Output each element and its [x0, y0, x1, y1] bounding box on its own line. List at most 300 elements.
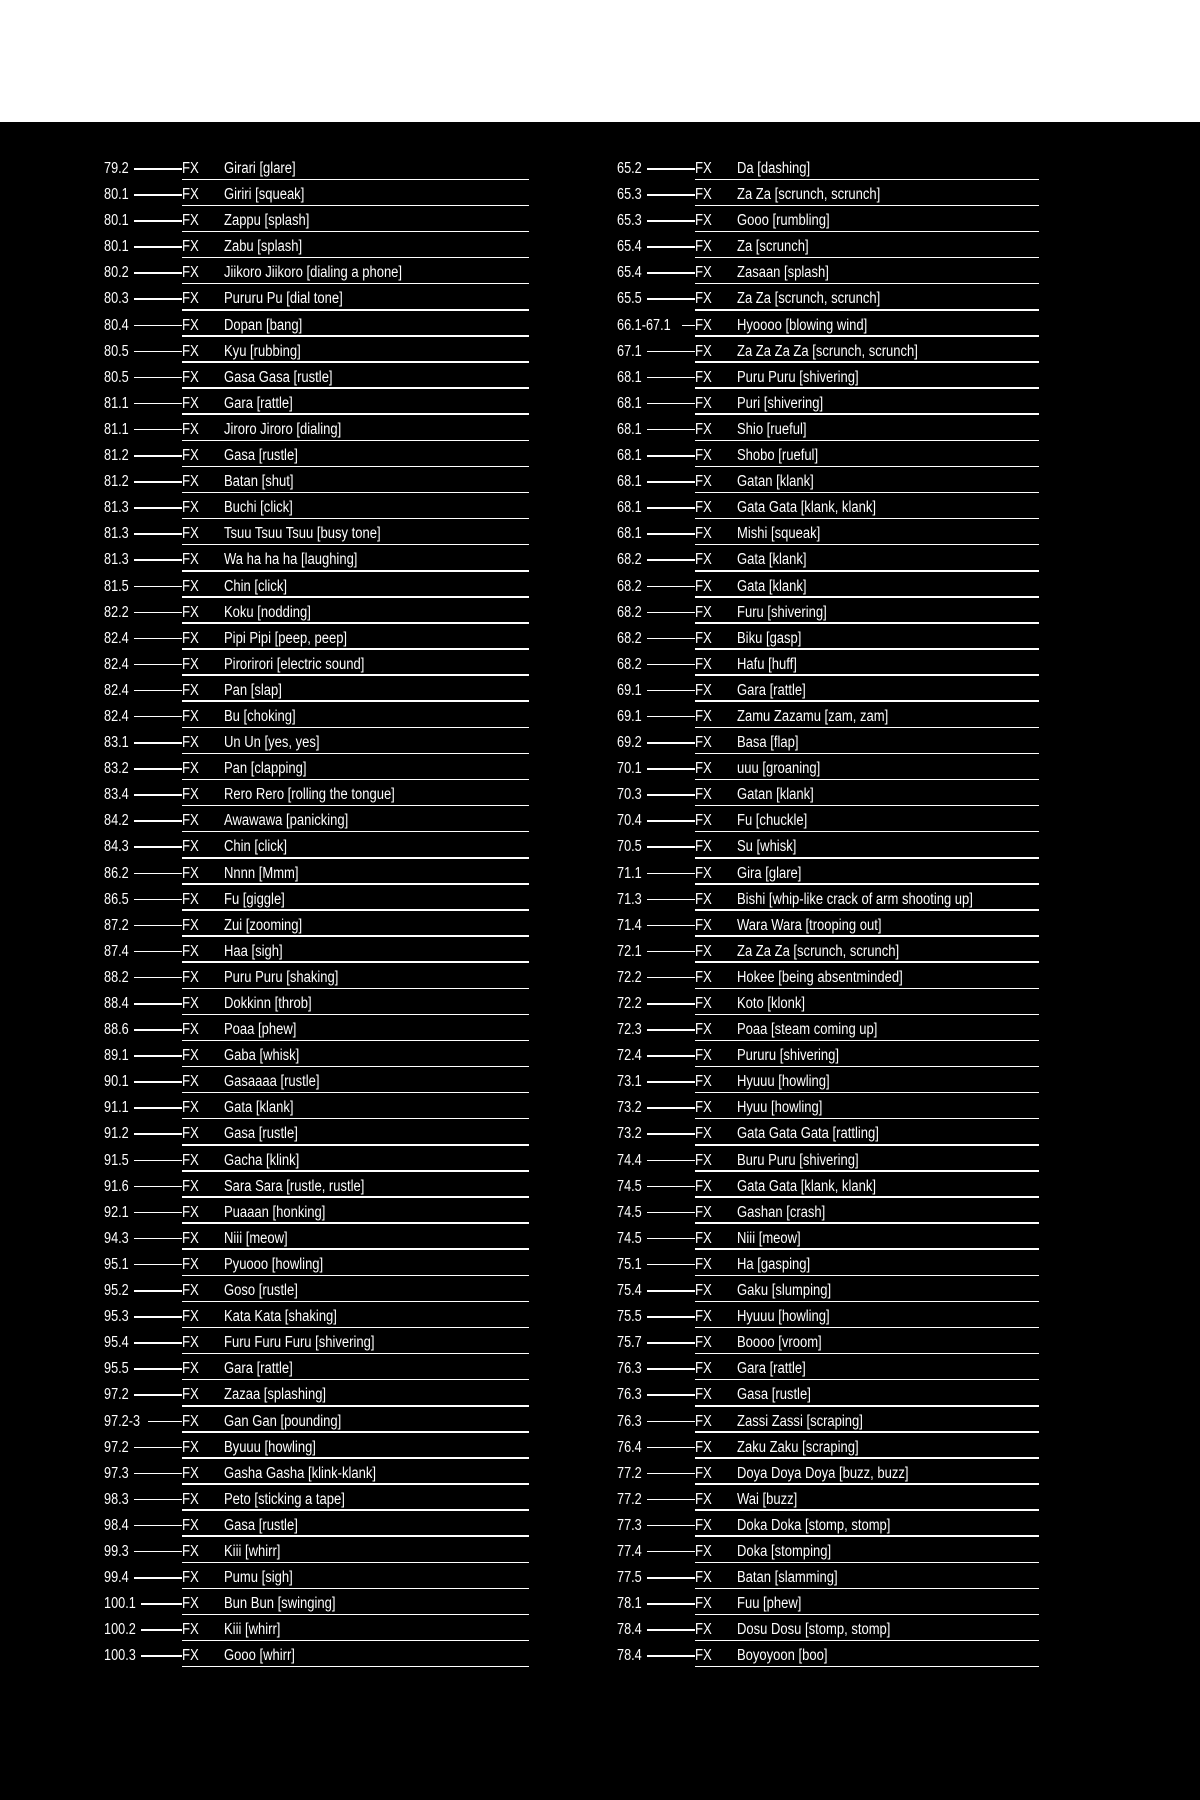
leader-line	[134, 1081, 182, 1083]
fx-translation: Fu [chuckle]	[737, 812, 808, 830]
leader-line	[647, 1551, 695, 1553]
page-reference: 78.4	[617, 1621, 642, 1639]
fx-label: FX	[695, 160, 712, 177]
fx-translation: Nnnn [Mmm]	[224, 864, 299, 882]
fx-translation: Doka Doka [stomp, stomp]	[737, 1516, 891, 1534]
leader-line	[134, 1029, 182, 1031]
fx-entry	[104, 939, 529, 965]
page-reference: 86.2	[104, 864, 129, 882]
fx-entry	[104, 913, 529, 939]
leader-line	[134, 716, 182, 718]
fx-entry	[617, 234, 1039, 260]
page-reference: 99.4	[104, 1569, 129, 1587]
page-reference: 90.1	[104, 1073, 129, 1091]
page-reference: 72.4	[617, 1047, 642, 1065]
fx-label: FX	[182, 342, 199, 360]
fx-translation: Bu [choking]	[224, 707, 296, 725]
fx-entry	[617, 391, 1039, 417]
fx-label: FX	[695, 629, 712, 647]
fx-translation: Batan [shut]	[224, 473, 294, 491]
fx-translation: Pururu [shivering]	[737, 1047, 840, 1065]
page-reference: 68.2	[617, 629, 642, 647]
fx-label: FX	[182, 1412, 199, 1430]
fx-translation: Gaba [whisk]	[224, 1047, 300, 1065]
page-reference: 74.5	[617, 1177, 642, 1195]
fx-translation: Puri [shivering]	[737, 394, 824, 412]
fx-translation: Niii [meow]	[737, 1229, 801, 1247]
fx-translation: Puaaan [honking]	[224, 1203, 326, 1221]
fx-entry	[617, 652, 1039, 678]
page-reference: 68.1	[617, 447, 642, 465]
fx-entry	[104, 782, 529, 808]
fx-entry	[617, 547, 1039, 573]
leader-line	[647, 194, 695, 196]
fx-translation: Dokkinn [throb]	[224, 995, 312, 1012]
fx-label: FX	[695, 995, 712, 1012]
fx-translation: Doya Doya Doya [buzz, buzz]	[737, 1464, 909, 1482]
fx-entry	[617, 1304, 1039, 1330]
fx-label: FX	[695, 1438, 712, 1456]
page-reference: 80.5	[104, 342, 129, 360]
fx-translation: Gan Gan [pounding]	[224, 1412, 342, 1430]
fx-entry	[617, 1121, 1039, 1147]
page-reference: 71.3	[617, 890, 642, 908]
page-reference: 81.3	[104, 525, 129, 543]
page-reference: 65.3	[617, 186, 642, 204]
leader-line	[647, 1133, 695, 1135]
fx-translation: Gacha [klink]	[224, 1151, 300, 1169]
page-reference: 72.2	[617, 968, 642, 986]
fx-entry	[104, 1252, 529, 1278]
fx-label: FX	[182, 681, 199, 699]
page-reference: 76.4	[617, 1438, 642, 1456]
fx-translation: Bun Bun [swinging]	[224, 1595, 336, 1613]
page-reference: 65.4	[617, 264, 642, 282]
fx-label: FX	[695, 447, 712, 465]
fx-entry	[617, 495, 1039, 521]
leader-line	[647, 1655, 695, 1657]
fx-label: FX	[182, 525, 199, 543]
leader-line	[141, 1603, 182, 1605]
fx-label: FX	[695, 1308, 712, 1326]
leader-line	[134, 559, 182, 561]
fx-entry	[104, 365, 529, 391]
fx-entry	[104, 756, 529, 782]
leader-line	[682, 325, 695, 327]
page-reference: 67.1	[617, 342, 642, 360]
fx-entry	[104, 547, 529, 573]
fx-label: FX	[182, 1542, 199, 1560]
fx-label: FX	[182, 1360, 199, 1378]
leader-line	[134, 246, 182, 248]
leader-line	[647, 507, 695, 509]
fx-entry	[617, 1226, 1039, 1252]
fx-translation: Tsuu Tsuu Tsuu [busy tone]	[224, 525, 381, 543]
fx-label: FX	[695, 577, 712, 595]
fx-label: FX	[182, 394, 199, 412]
fx-label: FX	[182, 942, 199, 960]
fx-label: FX	[695, 916, 712, 934]
page-reference: 65.5	[617, 290, 642, 308]
fx-entry	[104, 1148, 529, 1174]
page-reference: 98.4	[104, 1516, 129, 1534]
fx-label: FX	[695, 1229, 712, 1247]
fx-label: FX	[695, 1647, 712, 1665]
leader-line	[134, 1055, 182, 1057]
fx-entry	[617, 834, 1039, 860]
fx-translation: Gasha Gasha [klink-klank]	[224, 1464, 376, 1482]
page-reference: 80.1	[104, 238, 129, 256]
page-reference: 99.3	[104, 1542, 129, 1560]
fx-entry	[617, 208, 1039, 234]
page-reference: 87.2	[104, 916, 129, 934]
page-reference: 88.4	[104, 995, 129, 1012]
page-reference: 97.3	[104, 1464, 129, 1482]
fx-label: FX	[695, 681, 712, 699]
leader-line	[134, 220, 182, 222]
fx-entry	[104, 234, 529, 260]
page-reference: 68.1	[617, 368, 642, 386]
page-reference: 92.1	[104, 1203, 129, 1221]
fx-label: FX	[695, 1255, 712, 1273]
fx-entry	[617, 156, 1039, 182]
leader-line	[134, 455, 182, 457]
leader-line	[134, 690, 182, 692]
page-reference: 95.5	[104, 1360, 129, 1378]
leader-line	[647, 846, 695, 848]
page-reference: 68.2	[617, 603, 642, 621]
page-reference: 71.1	[617, 864, 642, 882]
fx-entry	[617, 521, 1039, 547]
leader-line	[647, 298, 695, 300]
leader-line	[134, 820, 182, 822]
leader-line	[647, 377, 695, 379]
fx-translation: Za [scrunch]	[737, 238, 809, 256]
page-reference: 70.1	[617, 760, 642, 778]
fx-translation: Batan [slamming]	[737, 1569, 838, 1587]
leader-line	[134, 846, 182, 848]
fx-translation: Sara Sara [rustle, rustle]	[224, 1177, 365, 1195]
leader-line	[647, 1055, 695, 1057]
leader-line	[647, 586, 695, 588]
leader-line	[134, 533, 182, 535]
page-reference: 84.3	[104, 838, 129, 856]
fx-label: FX	[182, 1647, 199, 1665]
fx-entry	[104, 1539, 529, 1565]
fx-label: FX	[182, 1595, 199, 1613]
fx-translation: Zappu [splash]	[224, 212, 310, 230]
fx-entry	[617, 600, 1039, 626]
fx-label: FX	[182, 316, 199, 334]
leader-line	[134, 742, 182, 744]
fx-translation: Gasa [rustle]	[224, 447, 298, 465]
fx-label: FX	[695, 342, 712, 360]
fx-translation: Fu [giggle]	[224, 890, 285, 908]
leader-line	[647, 1081, 695, 1083]
fx-translation: Wara Wara [trooping out]	[737, 916, 882, 934]
page-reference: 77.5	[617, 1569, 642, 1587]
fx-label: FX	[695, 1542, 712, 1560]
leader-line	[134, 1003, 182, 1005]
fx-label: FX	[182, 916, 199, 934]
leader-line	[647, 1212, 695, 1214]
fx-translation: Kyu [rubbing]	[224, 342, 301, 360]
fx-label: FX	[695, 1464, 712, 1482]
leader-line	[647, 351, 695, 353]
page-reference: 91.6	[104, 1177, 129, 1195]
leader-line	[134, 899, 182, 901]
fx-entry	[617, 1200, 1039, 1226]
page-reference: 73.2	[617, 1099, 642, 1117]
fx-entry	[104, 887, 529, 913]
fx-translation: Za Za [scrunch, scrunch]	[737, 290, 881, 308]
fx-entry	[617, 1382, 1039, 1408]
leader-line	[134, 612, 182, 614]
fx-entry	[104, 626, 529, 652]
fx-translation: Gooo [rumbling]	[737, 212, 830, 230]
fx-entry	[617, 286, 1039, 312]
fx-translation: Gata Gata Gata [rattling]	[737, 1125, 879, 1143]
leader-line	[647, 1603, 695, 1605]
fx-entry	[104, 1278, 529, 1304]
leader-line	[134, 1394, 182, 1396]
page-reference: 82.4	[104, 707, 129, 725]
fx-entry	[617, 991, 1039, 1017]
fx-label: FX	[695, 603, 712, 621]
leader-line	[647, 1342, 695, 1344]
fx-translation: Gata [klank]	[737, 577, 807, 595]
leader-line	[134, 1160, 182, 1162]
leader-line	[647, 559, 695, 561]
fx-entry	[104, 1200, 529, 1226]
fx-translation: Da [dashing]	[737, 160, 811, 177]
page-reference: 72.3	[617, 1021, 642, 1039]
fx-label: FX	[695, 1203, 712, 1221]
fx-label: FX	[182, 1621, 199, 1639]
fx-translation: Gatan [klank]	[737, 786, 814, 804]
page-reference: 89.1	[104, 1047, 129, 1065]
leader-line	[134, 1212, 182, 1214]
leader-line	[647, 429, 695, 431]
fx-entry	[104, 260, 529, 286]
fx-translation: Gaku [slumping]	[737, 1282, 832, 1300]
fx-entry	[104, 1382, 529, 1408]
leader-line	[134, 1186, 182, 1188]
fx-translation: Un Un [yes, yes]	[224, 734, 320, 752]
page-reference: 73.1	[617, 1073, 642, 1091]
page-reference: 95.4	[104, 1334, 129, 1352]
leader-line	[647, 246, 695, 248]
fx-translation: Buchi [click]	[224, 499, 293, 517]
fx-translation: Haa [sigh]	[224, 942, 283, 960]
fx-translation: Hafu [huff]	[737, 655, 797, 673]
fx-label: FX	[695, 942, 712, 960]
fx-label: FX	[182, 995, 199, 1012]
leader-line	[134, 1473, 182, 1475]
page-reference: 75.1	[617, 1255, 642, 1273]
leader-line	[148, 1421, 182, 1423]
leader-line	[134, 429, 182, 431]
fx-translation: Boooo [vroom]	[737, 1334, 822, 1352]
fx-entry	[104, 652, 529, 678]
page-reference: 70.4	[617, 812, 642, 830]
page-reference: 66.1-67.1	[617, 316, 671, 334]
page-reference: 82.4	[104, 681, 129, 699]
leader-line	[134, 377, 182, 379]
fx-label: FX	[695, 394, 712, 412]
fx-translation: Hyuu [howling]	[737, 1099, 823, 1117]
leader-line	[647, 664, 695, 666]
fx-translation: Zasaan [splash]	[737, 264, 829, 282]
leader-line	[647, 820, 695, 822]
leader-line	[134, 168, 182, 170]
fx-entry	[104, 1095, 529, 1121]
leader-line	[647, 1499, 695, 1501]
fx-label: FX	[695, 238, 712, 256]
fx-translation: Pumu [sigh]	[224, 1569, 293, 1587]
leader-line	[134, 351, 182, 353]
page-reference: 75.4	[617, 1282, 642, 1300]
leader-line	[647, 1421, 695, 1423]
fx-label: FX	[695, 1073, 712, 1091]
fx-translation: Zui [zooming]	[224, 916, 303, 934]
fx-label: FX	[182, 1151, 199, 1169]
leader-line	[647, 977, 695, 979]
fx-label: FX	[695, 734, 712, 752]
fx-entry	[617, 730, 1039, 756]
fx-translation: Kiii [whirr]	[224, 1542, 281, 1560]
fx-entry	[617, 1278, 1039, 1304]
fx-label: FX	[695, 1569, 712, 1587]
page-reference: 76.3	[617, 1412, 642, 1430]
fx-translation: Jiroro Jiroro [dialing]	[224, 420, 342, 438]
fx-label: FX	[695, 890, 712, 908]
leader-line	[134, 1577, 182, 1579]
fx-entry	[617, 1643, 1039, 1669]
page-reference: 81.2	[104, 447, 129, 465]
fx-label: FX	[182, 1047, 199, 1065]
page-reference: 77.2	[617, 1464, 642, 1482]
leader-line	[141, 1629, 182, 1631]
fx-entry	[104, 1043, 529, 1069]
fx-entry	[104, 965, 529, 991]
leader-line	[141, 1655, 182, 1657]
leader-line	[647, 1003, 695, 1005]
page-reference: 73.2	[617, 1125, 642, 1143]
fx-translation: Basa [flap]	[737, 734, 799, 752]
leader-line	[134, 1290, 182, 1292]
fx-entry	[617, 965, 1039, 991]
leader-line	[647, 403, 695, 405]
fx-entry	[104, 1069, 529, 1095]
page-reference: 72.2	[617, 995, 642, 1012]
page-reference: 65.4	[617, 238, 642, 256]
fx-label: FX	[182, 186, 199, 204]
page-reference: 100.3	[104, 1647, 136, 1665]
fx-translation: Gasaaaa [rustle]	[224, 1073, 320, 1091]
fx-translation: Gara [rattle]	[737, 681, 806, 699]
fx-translation: Gata [klank]	[737, 551, 807, 569]
fx-entry	[617, 182, 1039, 208]
page-reference: 69.2	[617, 734, 642, 752]
fx-entry	[104, 1017, 529, 1043]
fx-translation: Bishi [whip-like crack of arm shooting up]	[737, 890, 973, 908]
fx-entry	[104, 208, 529, 234]
leader-line	[647, 612, 695, 614]
page-reference: 95.1	[104, 1255, 129, 1273]
fx-translation: Gasa Gasa [rustle]	[224, 368, 333, 386]
fx-entry	[617, 260, 1039, 286]
fx-translation: Biku [gasp]	[737, 629, 802, 647]
leader-line	[647, 1160, 695, 1162]
fx-entry	[617, 1330, 1039, 1356]
page-reference: 94.3	[104, 1229, 129, 1247]
fx-entry	[617, 469, 1039, 495]
fx-entry	[617, 443, 1039, 469]
fx-translation: Gira [glare]	[737, 864, 802, 882]
fx-translation: Hyoooo [blowing wind]	[737, 316, 868, 334]
page-reference: 88.6	[104, 1021, 129, 1039]
fx-label: FX	[182, 1308, 199, 1326]
fx-entry	[104, 808, 529, 834]
fx-translation: Ha [gasping]	[737, 1255, 811, 1273]
fx-entry	[104, 1591, 529, 1617]
page-reference: 68.2	[617, 577, 642, 595]
fx-entry	[617, 1461, 1039, 1487]
fx-entry	[617, 678, 1039, 704]
leader-line	[647, 1629, 695, 1631]
fx-translation: Koto [klonk]	[737, 995, 806, 1012]
fx-entry	[617, 704, 1039, 730]
fx-entry	[617, 1539, 1039, 1565]
fx-label: FX	[695, 760, 712, 778]
fx-label: FX	[182, 655, 199, 673]
fx-translation: Poaa [phew]	[224, 1021, 297, 1039]
page-reference: 72.1	[617, 942, 642, 960]
fx-translation: Gooo [whirr]	[224, 1647, 295, 1665]
fx-translation: Pipi Pipi [peep, peep]	[224, 629, 348, 647]
fx-label: FX	[182, 890, 199, 908]
fx-label: FX	[695, 1334, 712, 1352]
leader-line	[134, 638, 182, 640]
fx-translation: Hokee [being absentminded]	[737, 968, 903, 986]
page-reference: 77.2	[617, 1490, 642, 1508]
leader-line	[647, 768, 695, 770]
fx-translation: Puru Puru [shaking]	[224, 968, 339, 986]
page-reference: 80.2	[104, 264, 129, 282]
fx-translation: Wa ha ha ha [laughing]	[224, 551, 358, 569]
fx-translation: Koku [nodding]	[224, 603, 311, 621]
leader-line	[647, 1107, 695, 1109]
fx-entry	[617, 417, 1039, 443]
fx-entry	[104, 286, 529, 312]
fx-label: FX	[182, 1099, 199, 1117]
right-column	[617, 156, 1039, 1669]
fx-label: FX	[182, 1334, 199, 1352]
fx-label: FX	[182, 420, 199, 438]
fx-entry	[617, 861, 1039, 887]
fx-translation: Shobo [rueful]	[737, 447, 819, 465]
leader-line	[647, 533, 695, 535]
leader-line	[134, 298, 182, 300]
fx-entry	[104, 1617, 529, 1643]
leader-line	[647, 690, 695, 692]
leader-line	[134, 977, 182, 979]
fx-label: FX	[695, 1177, 712, 1195]
fx-translation: Niii [meow]	[224, 1229, 288, 1247]
fx-entry	[104, 417, 529, 443]
fx-translation: Pirorirori [electric sound]	[224, 655, 365, 673]
